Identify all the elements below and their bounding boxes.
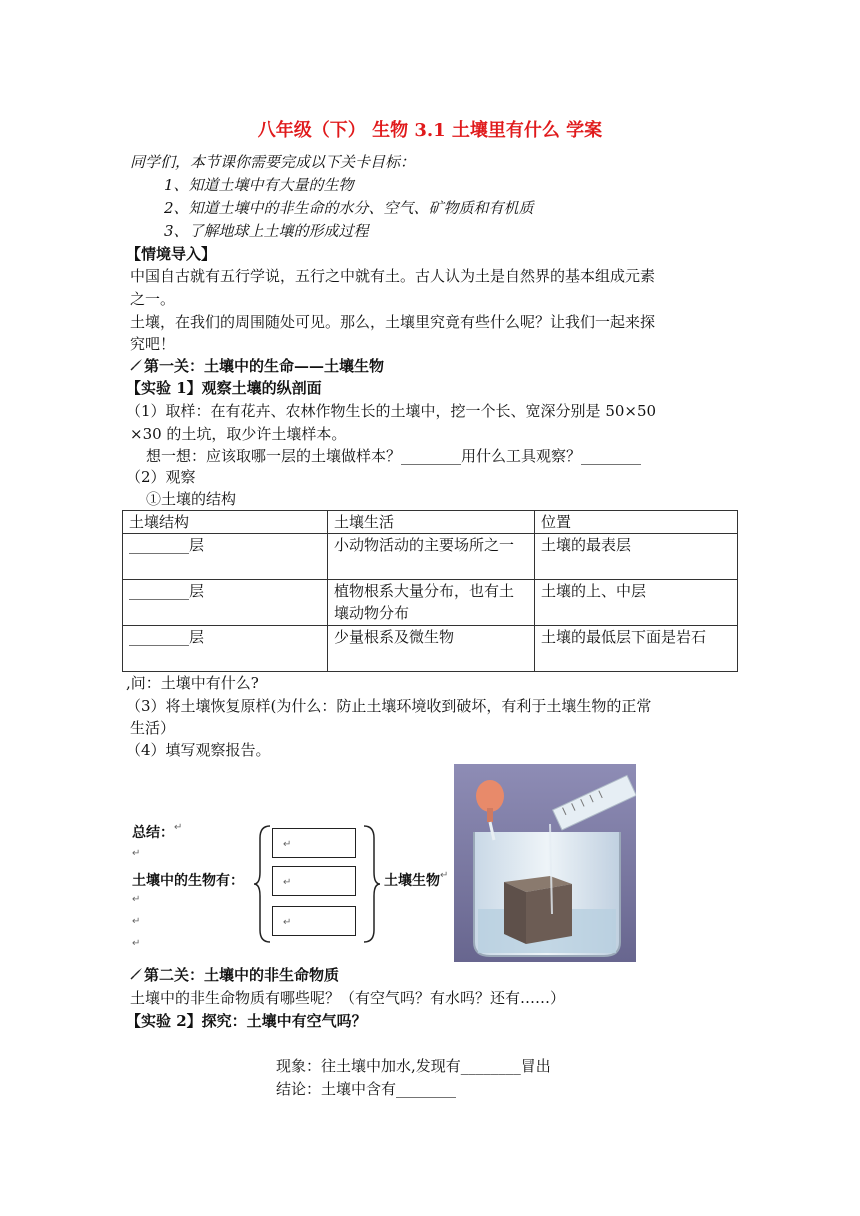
- level1-heading-row: [130, 355, 384, 379]
- page-title: 八年级（下） 生物 3.1 土壤里有什么 学案: [257, 120, 603, 141]
- level2-question: 土壤中的非生命物质有哪些呢？（有空气吗？有水吗？还有……）: [130, 989, 566, 1007]
- return-mark-icon: ↵: [132, 894, 141, 905]
- situation-p1-line2: 之一。: [130, 290, 176, 308]
- question-line: ,问：土壤中有什么?: [126, 674, 259, 692]
- pen-nib-icon: [130, 357, 144, 379]
- table-cell: 植物根系大量分布，也有土壤动物分布: [328, 580, 535, 626]
- situation-heading: 【情境导入】: [126, 245, 217, 263]
- table-cell: 小动物活动的主要场所之一: [328, 534, 535, 580]
- table-cell: 土壤的最表层: [535, 534, 738, 580]
- summary-figure: [130, 810, 460, 960]
- table-cell: ________层: [123, 626, 328, 672]
- step1-line2: ×30 的土坑，取少许土壤样本。: [130, 425, 347, 443]
- conclusion-line: 结论：土壤中含有________: [276, 1080, 457, 1098]
- table-header-row: [123, 511, 738, 534]
- return-mark-icon: ↵: [132, 848, 141, 859]
- table-cell: 少量根系及微生物: [328, 626, 535, 672]
- goal-2: 2、知道土壤中的非生命的水分、空气、矿物质和有机质: [164, 199, 534, 217]
- beaker-photo-icon: [454, 764, 636, 962]
- goal-1: 1、知道土壤中有大量的生物: [164, 176, 354, 194]
- phenomenon-line: 现象：往土壤中加水,发现有________冒出: [276, 1057, 551, 1075]
- table-cell: ________层: [123, 534, 328, 580]
- situation-p1-line1: 中国自古就有五行学说，五行之中就有土。古人认为土是自然界的基本组成元素: [130, 267, 656, 285]
- table-row: [123, 626, 738, 672]
- table-cell: 土壤的最低层下面是岩石: [535, 626, 738, 672]
- left-brace-icon: [252, 824, 274, 944]
- table-header-cell: 土壤生活: [328, 511, 535, 534]
- table-header-cell: 土壤结构: [123, 511, 328, 534]
- goal-3: 3、了解地球上土壤的形成过程: [164, 222, 369, 240]
- result-label: 土壤生物 ↵: [384, 870, 449, 889]
- return-mark-icon: ↵: [132, 916, 141, 927]
- answer-box[interactable]: ↵: [272, 828, 356, 858]
- table-header-cell: 位置: [535, 511, 738, 534]
- level1-heading: 第一关：土壤中的生命——土壤生物: [144, 357, 385, 375]
- exp2-heading: 【实验 2】探究：土壤中有空气吗？: [126, 1012, 367, 1030]
- level2-heading-row: [130, 964, 339, 988]
- level2-heading: 第二关：土壤中的非生命物质: [144, 966, 340, 984]
- pen-nib-icon: [130, 966, 144, 988]
- table-row: [123, 580, 738, 626]
- sub1-line: ①土壤的结构: [146, 490, 237, 508]
- situation-p2-line1: 土壤，在我们的周围随处可见。那么，土壤里究竟有些什么呢？让我们一起来探: [130, 313, 656, 331]
- table-row: [123, 534, 738, 580]
- step3-line2: 生活）: [130, 719, 176, 737]
- summary-label: 总结： ↵: [132, 822, 183, 841]
- answer-box[interactable]: ↵: [272, 906, 356, 936]
- step2-line: （2）观察: [126, 468, 196, 486]
- exp1-heading: 【实验 1】观察土壤的纵剖面: [126, 379, 322, 397]
- step1-line1: （1）取样：在有花卉、农林作物生长的土壤中，挖一个长、宽深分别是 50×50: [126, 402, 657, 420]
- intro-line: 同学们，本节课你需要完成以下关卡目标：: [130, 153, 416, 171]
- table-cell: ________层: [123, 580, 328, 626]
- step3-line1: （3）将土壤恢复原样(为什么：防止土壤环境收到破坏，有利于土壤生物的正常: [126, 697, 652, 715]
- table-cell: 土壤的上、中层: [535, 580, 738, 626]
- right-brace-icon: [360, 824, 382, 944]
- situation-p2-line2: 究吧！: [130, 335, 176, 353]
- step4-line: （4）填写观察报告。: [126, 741, 271, 759]
- think-line: 想一想：应该取哪一层的土壤做样本？________用什么工具观察？________: [146, 447, 642, 465]
- soil-structure-table: [122, 510, 738, 672]
- answer-box[interactable]: ↵: [272, 866, 356, 896]
- return-mark-icon: ↵: [132, 938, 141, 949]
- organisms-label: 土壤中的生物有：: [132, 873, 244, 889]
